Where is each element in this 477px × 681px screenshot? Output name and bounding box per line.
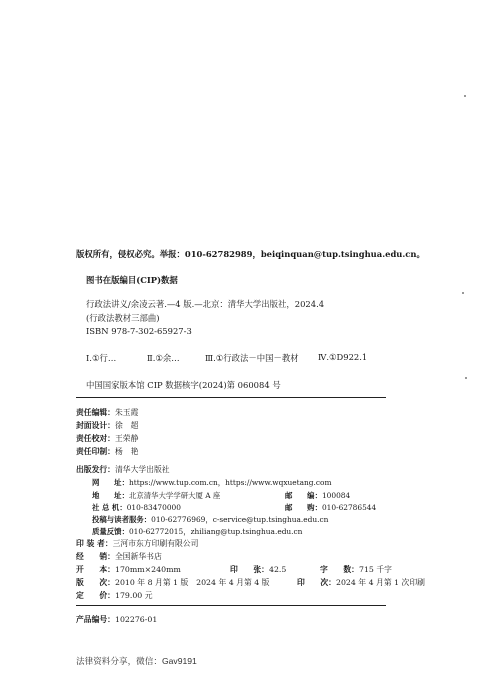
printer-label: 印 装 者： — [76, 539, 113, 548]
cip-line-1: 行政法讲义/余凌云著.—4 版.—北京：清华大学出版社，2024.4 — [86, 299, 325, 309]
website-label: 网 址： — [92, 478, 129, 487]
purchase-row — [285, 502, 376, 513]
proofreader-row — [76, 433, 138, 444]
divider-top — [76, 397, 386, 398]
words-label: 字 数： — [320, 565, 359, 574]
words-row — [320, 564, 392, 575]
cip-subject-4: Ⅳ.①D922.1 — [318, 352, 368, 362]
switchboard-label: 社 总 机： — [92, 503, 127, 512]
impression-value: 2024 年 4 月第 1 次印刷 — [335, 578, 425, 587]
address-label: 地 址： — [92, 491, 129, 500]
copyright-notice: 版权所有，侵权必究。举报：010-62782989，beiqinquan@tup.tsinghua.edu.cn。 — [76, 249, 425, 259]
cip-isbn: ISBN 978-7-302-65927-3 — [86, 326, 192, 336]
purchase-label: 邮 购： — [285, 503, 322, 512]
quality-row — [92, 526, 302, 537]
publisher-label: 出版发行： — [76, 465, 115, 474]
purchase-value: 010-62786544 — [321, 503, 377, 512]
switchboard-row — [92, 502, 181, 513]
cover-design-value: 徐 超 — [114, 421, 139, 430]
print-supervisor-label: 责任印制： — [76, 447, 115, 456]
publisher-row — [76, 464, 170, 475]
product-code-label: 产品编号： — [76, 615, 115, 624]
website-row — [92, 477, 331, 488]
scan-speck — [465, 377, 467, 379]
edition-label: 版 次： — [76, 578, 115, 587]
price-row — [76, 590, 153, 601]
cip-subject-3: Ⅲ.①行政法－中国－教材 — [205, 353, 299, 363]
service-row — [92, 514, 328, 525]
distributor-label: 经 销： — [76, 552, 115, 561]
sheets-row — [230, 564, 286, 575]
distributor-value: 全国新华书店 — [114, 552, 162, 561]
publisher-name: 清华大学出版社 — [114, 465, 170, 474]
website-value[interactable]: https://www.tup.com.cn，https://www.wqxuetang.com — [128, 478, 332, 487]
impression-row — [297, 577, 425, 588]
cip-heading: 图书在版编目(CIP)数据 — [86, 275, 178, 285]
proofreader-label: 责任校对： — [76, 434, 115, 443]
proofreader-value: 王荣静 — [114, 434, 139, 443]
service-value: 010-62776969，c-service@tup.tsinghua.edu.cn — [151, 515, 329, 524]
postcode-value: 100084 — [321, 491, 351, 500]
scan-speck — [464, 95, 466, 97]
postcode-row — [285, 490, 350, 501]
editor-row — [76, 407, 138, 418]
cover-design-label: 封面设计： — [76, 421, 115, 430]
print-supervisor-row — [76, 446, 138, 457]
product-code-row — [76, 614, 157, 625]
service-label: 投稿与读者服务： — [92, 515, 152, 524]
footer-note: 法律资料分享，微信：Gav9191 — [76, 656, 197, 666]
format-row — [76, 564, 181, 575]
print-supervisor-value: 杨 艳 — [114, 447, 139, 456]
sheets-label: 印 张： — [230, 565, 269, 574]
divider-bottom — [76, 605, 386, 606]
distributor-row — [76, 551, 162, 562]
price-value: 179.00 元 — [114, 591, 153, 600]
format-label: 开 本： — [76, 565, 115, 574]
impression-label: 印 次： — [297, 578, 336, 587]
cover-design-row — [76, 420, 138, 431]
quality-label: 质量反馈： — [92, 527, 129, 536]
switchboard-value: 010-83470000 — [126, 503, 181, 512]
cip-subject-2: Ⅱ.①余… — [147, 353, 180, 363]
edition-value: 2010 年 8 月第 1 版 2024 年 4 月第 4 版 — [114, 578, 270, 587]
postcode-label: 邮 编： — [285, 491, 322, 500]
price-label: 定 价： — [76, 591, 115, 600]
cip-archive-number: 中国国家版本馆 CIP 数据核字(2024)第 060084 号 — [86, 380, 281, 390]
cip-subject-1: Ⅰ.①行… — [86, 353, 117, 363]
editor-value: 朱玉霞 — [114, 408, 139, 417]
scan-speck — [462, 292, 464, 294]
address-value: 北京清华大学学研大厦 A 座 — [128, 491, 221, 500]
sheets-value: 42.5 — [268, 565, 287, 574]
editor-label: 责任编辑： — [76, 408, 115, 417]
cip-line-2: (行政法教材三部曲) — [86, 313, 160, 323]
format-value: 170mm×240mm — [114, 565, 181, 574]
address-row — [92, 490, 220, 501]
quality-value: 010-62772015，zhiliang@tup.tsinghua.edu.cn — [128, 527, 303, 536]
words-value: 715 千字 — [358, 565, 392, 574]
printer-row — [76, 538, 198, 549]
printer-value: 三河市东方印刷有限公司 — [112, 539, 199, 548]
product-code-value: 102276-01 — [114, 615, 158, 624]
edition-row — [76, 577, 269, 588]
